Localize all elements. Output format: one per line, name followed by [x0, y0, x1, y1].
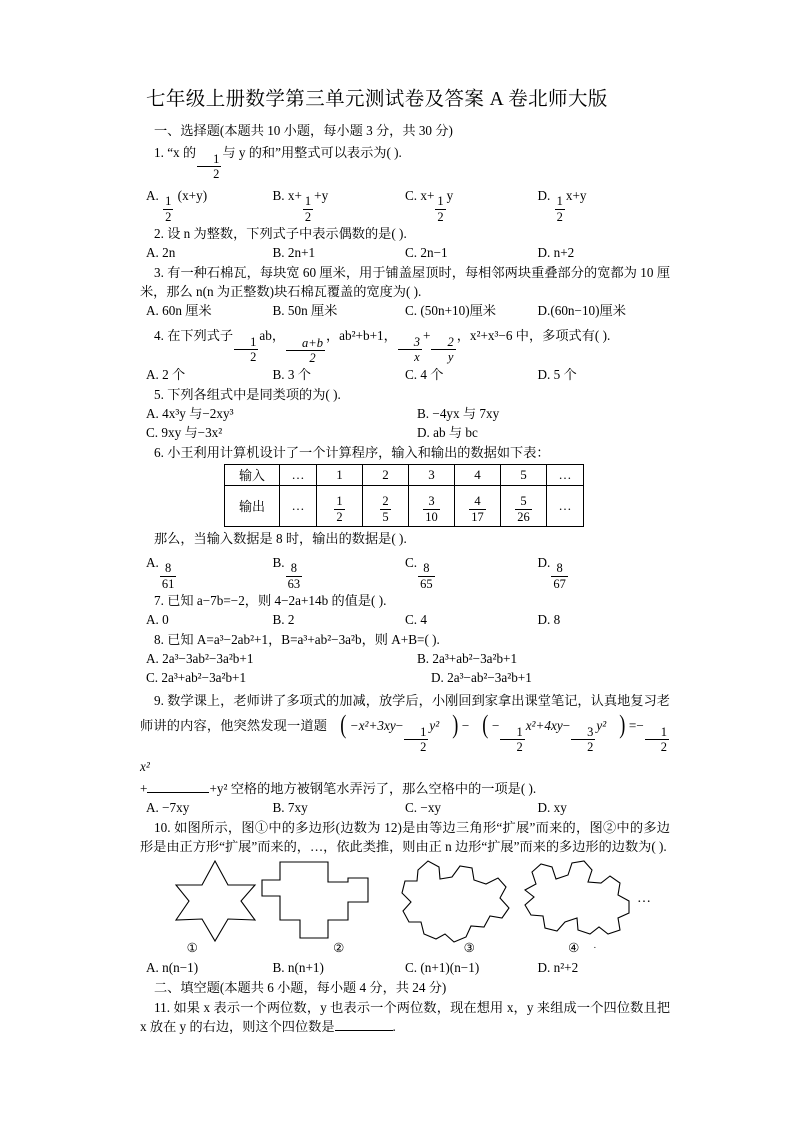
question-8-options-row2 — [140, 668, 670, 687]
formula-g1-t1: −x² — [349, 718, 369, 734]
question-10-stem: 10. 如图所示，图①中的多边形(边数为 12)是由等边三角形“扩展”而来的，图②中的多边形是由正方形“扩展”而来的，…，依此类推，则由正 n 边形“扩展”而来的多边形的边数为( ). — [140, 819, 670, 854]
option-10-B[interactable]: B. n(n+1) — [272, 959, 324, 975]
option-3-D[interactable]: D.(60n−10)厘米 — [537, 303, 626, 319]
figures-ellipsis: … — [637, 890, 651, 906]
option-5-D[interactable]: D. ab 与 bc — [417, 424, 478, 440]
page-title: 七年级上册数学第三单元测试卷及答案 A 卷北师大版 — [146, 89, 608, 110]
question-6-options — [140, 548, 670, 591]
cell-output-2: $\frac{2}{5}$ — [363, 485, 409, 526]
option-4-C[interactable]: C. 4 个 — [405, 366, 444, 382]
option-6-D[interactable]: D. $\frac{8}{67}$ — [537, 554, 566, 591]
question-5-stem: 5. 下列各组式中是同类项的为( ). — [154, 386, 341, 402]
section-heading-fill-blank: 二、填空题(本题共 6 小题，每小题 4 分，共 24 分) — [154, 979, 447, 995]
question-7-stem: 7. 已知 a−7b=−2，则 4−2a+14b 的值是( ). — [154, 593, 387, 609]
option-9-B[interactable]: B. 7xy — [272, 799, 308, 815]
question-5-options-row1 — [140, 404, 670, 423]
option-2-D[interactable]: D. n+2 — [537, 245, 575, 261]
question-9-stem-a: 9. 数学课上，老师讲了多项式的加减，放学后，小刚回到家拿出课堂笔记，认真地复习老师讲的内容，他突然发现一道题 ( −x²+3xy− $\frac{1}{2}$ y² ) − ( − $\frac{1}{2}$ x²+4xy− $\frac{3}{2}$ y² ) =− $\frac{1}{2}$ x² — [140, 693, 670, 774]
option-6-A[interactable]: A. $\frac{8}{61}$ — [146, 554, 175, 591]
fraction-one-half: $\frac{1}{2}$ — [197, 153, 221, 181]
formula-eq: = — [628, 718, 637, 734]
question-9-number: 9. — [154, 693, 164, 709]
option-5-B[interactable]: B. −4yx 与 7xy — [417, 405, 500, 421]
cell-output-3: $\frac{3}{10}$ — [409, 485, 455, 526]
fraction-2-over-y: $\frac{2}{y}$ — [431, 336, 455, 364]
option-10-D[interactable]: D. n²+2 — [537, 959, 579, 975]
formula-g2-t4: − — [562, 718, 571, 734]
option-7-C[interactable]: C. 4 — [405, 612, 427, 628]
cell-input-1: 1 — [317, 464, 363, 485]
snowflake-6-icon — [525, 861, 629, 934]
question-4-stem: 4. 在下列式子 $\frac{1}{2}$ ab， $\frac{a+b}{2}$ ，ab²+b+1， $\frac{3}{x}$ + $\frac{2}{y}$ ，x²+x³−6 中，多项式有( ). — [154, 328, 611, 366]
figure-labels — [140, 940, 670, 956]
option-7-D[interactable]: D. 8 — [537, 612, 561, 628]
figure-label-1: ① — [186, 940, 198, 955]
question-1-stem-pre: “x 的 — [167, 145, 197, 161]
figure-label-4: ④ — [568, 940, 580, 955]
option-5-C[interactable]: C. 9xy 与−3x² — [146, 424, 223, 440]
cell-output-5: $\frac{5}{26}$ — [501, 485, 547, 526]
question-6-stem2: 那么，当输入数据是 8 时，输出的数据是( ). — [154, 530, 407, 546]
option-1-A[interactable]: A. $\frac{1}{2}$ (x+y) — [146, 187, 208, 224]
option-8-D[interactable]: D. 2a³−ab²−3a²b+1 — [431, 670, 532, 686]
formula-g2-t3: +4xy — [535, 718, 563, 734]
option-9-A[interactable]: A. −7xy — [146, 799, 190, 815]
option-8-A[interactable]: A. 2a³−3ab²−3a²b+1 — [146, 651, 254, 667]
question-2-options — [140, 243, 670, 262]
fraction-one-half: $\frac{1}{2}$ — [500, 726, 524, 754]
page-content — [140, 88, 670, 1036]
formula-g2-t1: − — [492, 718, 500, 734]
option-3-C[interactable]: C. (50n+10)厘米 — [405, 303, 496, 319]
fraction-icon: $\frac{1}{2}$ — [437, 194, 444, 224]
question-5-options-row2 — [140, 423, 670, 442]
option-6-C[interactable]: C. $\frac{8}{65}$ — [405, 554, 433, 591]
option-9-C[interactable]: C. −xy — [405, 799, 442, 815]
option-8-C[interactable]: C. 2a³+ab²−3a²b+1 — [146, 670, 247, 686]
question-11-stem: 11. 如果 x 表示一个两位数，y 也表示一个两位数，现在想用 x，y 来组成一个四位数且把 x 放在 y 的右边，则这个四位数是 . — [140, 999, 671, 1034]
fraction-icon: $\frac{8}{61}$ — [161, 561, 175, 591]
cross-polygon-icon — [262, 862, 368, 938]
cell-input-4: 4 — [455, 464, 501, 485]
section-heading-choice: 一、选择题(本题共 10 小题，每小题 3 分，共 30 分) — [154, 123, 453, 139]
fraction-icon: $\frac{1}{2}$ — [304, 194, 312, 224]
expanding-polygons-diagram — [140, 858, 670, 944]
cell-input-6: … — [547, 464, 584, 485]
fraction-icon: $\frac{8}{67}$ — [553, 561, 566, 591]
fraction-one-half: $\frac{1}{2}$ — [404, 726, 428, 754]
question-3-stem: 3. 有一种石棉瓦，每块宽 60 厘米，用于铺盖屋顶时，每相邻两块重叠部分的宽都为 10 厘米，那么 n(n 为正整数)块石棉瓦覆盖的宽度为( ). — [140, 265, 671, 300]
formula-g1-t3: − — [395, 718, 404, 734]
six-point-star-icon — [176, 861, 255, 941]
question-8-options-row1 — [140, 649, 670, 668]
fraction-a-plus-b-over-2: $\frac{a+b}{2}$ — [286, 337, 325, 365]
snowflake-5-icon — [402, 861, 509, 942]
option-1-D[interactable]: D. $\frac{1}{2}$ x+y — [537, 187, 587, 224]
cell-output-0: … — [280, 485, 317, 526]
input-output-table — [224, 464, 584, 527]
option-6-B[interactable]: B. $\frac{8}{63}$ — [272, 554, 301, 591]
option-9-D[interactable]: D. xy — [537, 799, 567, 815]
question-8-stem: 8. 已知 A=a³−2ab²+1，B=a³+ab²−3a²b，则 A+B=( ). — [154, 632, 440, 648]
figure-label-2: ② — [333, 940, 345, 955]
option-4-A[interactable]: A. 2 个 — [146, 366, 186, 382]
formula-r-sign: − — [636, 718, 644, 734]
question-1-stem-post: 与 y 的和”用整式可以表示为( ). — [222, 145, 402, 161]
formula-g2-t5: y² — [596, 718, 607, 734]
option-10-C[interactable]: C. (n+1)(n−1) — [405, 959, 480, 975]
question-10-options — [140, 958, 670, 977]
option-2-A[interactable]: A. 2n — [146, 245, 176, 261]
cell-input-3: 3 — [409, 464, 455, 485]
fraction-icon: $\frac{1}{2}$ — [165, 194, 172, 224]
stray-mark: . — [593, 939, 596, 950]
question-4-options — [140, 365, 670, 384]
question-1-options — [140, 181, 670, 224]
option-1-C[interactable]: C. x+ $\frac{1}{2}$ y — [405, 187, 454, 224]
question-2-stem: 2. 设 n 为整数，下列式子中表示偶数的是( ). — [154, 226, 407, 242]
figure-label-3: ③ — [463, 940, 475, 955]
formula-g2-t2: x² — [525, 718, 536, 734]
question-9-stem-b: + +y² 空格的地方被钢笔水弄污了，那么空格中的一项是( ). — [140, 780, 537, 796]
question-6-stem: 6. 小王利用计算机设计了一个计算程序，输入和输出的数据如下表： — [154, 444, 550, 460]
option-3-B[interactable]: B. 50n 厘米 — [272, 303, 338, 319]
question-8-number: 8. — [154, 632, 164, 648]
cell-output-label: 输出 — [225, 485, 280, 526]
formula-r-t: x² — [140, 758, 150, 774]
option-3-A[interactable]: A. 60n 厘米 — [146, 303, 212, 319]
cell-output-6: … — [547, 485, 584, 526]
cell-input-label: 输入 — [225, 464, 280, 485]
fraction-3-over-x: $\frac{3}{x}$ — [398, 336, 422, 364]
question-9-blank[interactable] — [147, 792, 209, 793]
formula-g1-t4: y² — [429, 718, 440, 734]
fraction-three-halves: $\frac{3}{2}$ — [571, 726, 595, 754]
question-4-number: 4. — [154, 328, 164, 344]
question-3-number: 3. — [154, 265, 164, 281]
fraction-one-half: $\frac{1}{2}$ — [234, 336, 258, 364]
question-11-number: 11. — [154, 999, 170, 1015]
option-10-A[interactable]: A. n(n−1) — [146, 959, 199, 975]
formula-g1-t2: +3xy — [368, 718, 396, 734]
option-7-A[interactable]: A. 0 — [146, 612, 169, 628]
option-4-D[interactable]: D. 5 个 — [537, 366, 577, 382]
fraction-one-half: $\frac{1}{2}$ — [645, 726, 669, 754]
fraction-icon: $\frac{8}{65}$ — [420, 561, 433, 591]
option-4-B[interactable]: B. 3 个 — [272, 366, 311, 382]
fraction-icon: $\frac{1}{2}$ — [556, 194, 563, 224]
question-11-blank[interactable] — [335, 1030, 393, 1031]
question-3-options — [140, 301, 670, 320]
option-5-A[interactable]: A. 4x³y 与−2xy³ — [146, 405, 234, 421]
cell-input-2: 2 — [363, 464, 409, 485]
cell-output-4: $\frac{4}{17}$ — [455, 485, 501, 526]
option-1-B[interactable]: B. x+ $\frac{1}{2}$ +y — [272, 187, 329, 224]
question-10-number: 10. — [154, 819, 171, 835]
question-6-number: 6. — [154, 444, 164, 460]
cell-output-1: $\frac{1}{2}$ — [317, 485, 363, 526]
option-8-B[interactable]: B. 2a³+ab²−3a²b+1 — [417, 651, 518, 667]
question-1-stem — [140, 140, 670, 181]
option-7-B[interactable]: B. 2 — [272, 612, 295, 628]
cell-input-5: 5 — [501, 464, 547, 485]
table-row-output — [225, 485, 584, 526]
option-2-C[interactable]: C. 2n−1 — [405, 245, 448, 261]
question-7-options — [140, 610, 670, 629]
question-7-number: 7. — [154, 593, 164, 609]
question-2-number: 2. — [154, 226, 164, 242]
option-2-B[interactable]: B. 2n+1 — [272, 245, 316, 261]
question-9-options — [140, 798, 670, 817]
question-5-number: 5. — [154, 386, 164, 402]
question-10-figures — [140, 858, 670, 956]
question-1-number: 1. — [154, 145, 164, 161]
cell-input-0: … — [280, 464, 317, 485]
table-row-input — [225, 464, 584, 485]
fraction-icon: $\frac{8}{63}$ — [287, 561, 301, 591]
